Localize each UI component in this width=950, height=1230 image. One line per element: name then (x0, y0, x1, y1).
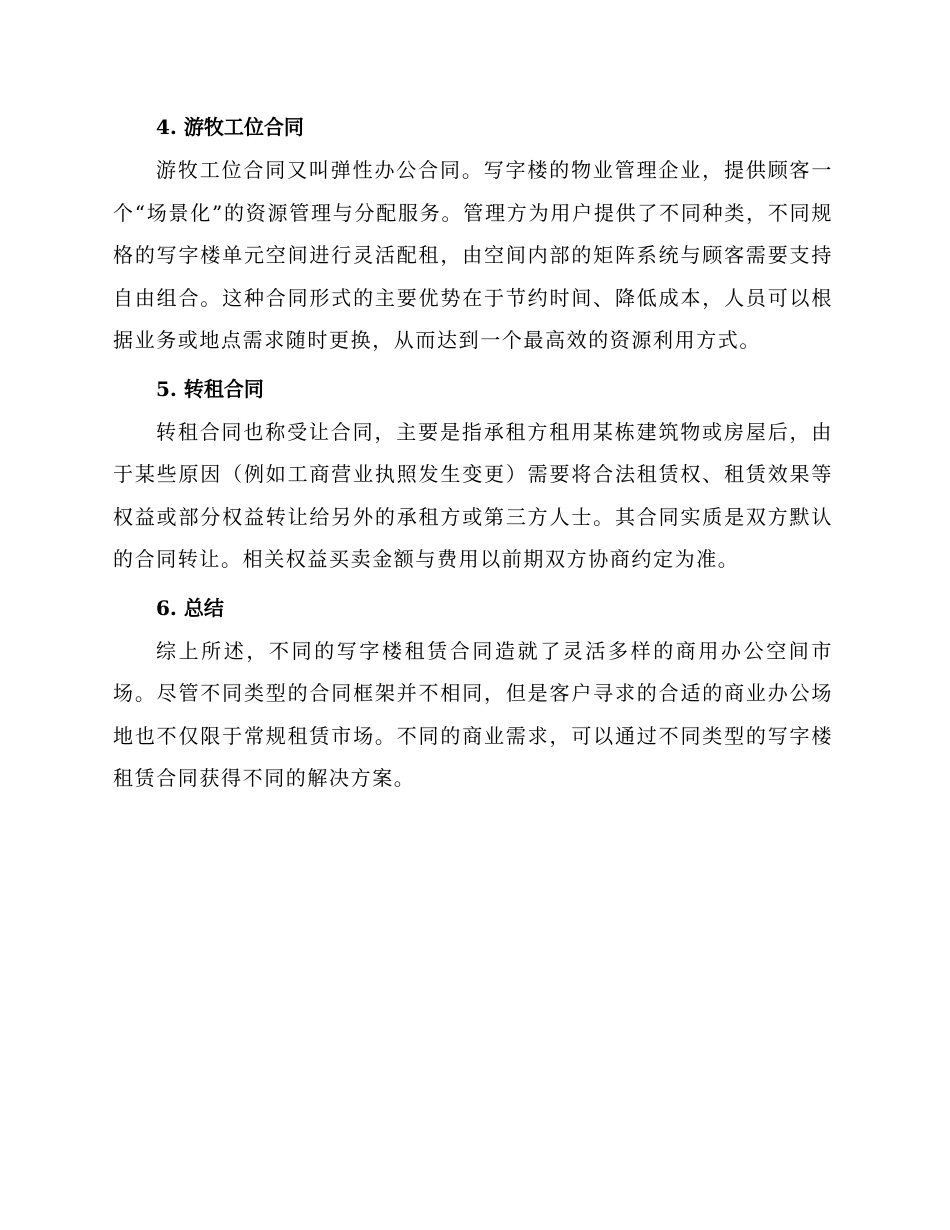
document-page (113, 106, 833, 804)
section-heading: 4. 游牧工位合同 (156, 115, 304, 139)
section-paragraph: 游牧工位合同又叫弹性办公合同。写字楼的物业管理企业，提供顾客一个“场景化”的资源管理与分配服务。管理方为用户提供了不同种类，不同规格的写字楼单元空间进行灵活配租，由空间内部的矩阵系统与顾客需要支持自由组合。这种合同形式的主要优势在于节约时间、降低成本，人员可以根据业务或地点需求随时更换，从而达到一个最高效的资源利用方式。 (113, 158, 833, 352)
section-summary (113, 587, 833, 800)
section-heading: 6. 总结 (156, 595, 224, 620)
section-nomad-workstation-contract (113, 106, 833, 362)
section-paragraph: 转租合同也称受让合同，主要是指承租方租用某栋建筑物或房屋后，由于某些原因（例如工商营业执照发生变更）需要将合法租赁权、租赁效果等权益或部分权益转让给另外的承租方或第三方人士。其合同实质是双方默认的合同转让。相关权益买卖金额与费用以前期双方协商约定为准。 (113, 419, 833, 571)
section-heading: 5. 转租合同 (156, 376, 264, 401)
section-sublease-contract (113, 368, 833, 581)
section-paragraph: 综上所述，不同的写字楼租赁合同造就了灵活多样的商用办公空间市场。尽管不同类型的合同框架并不相同，但是客户寻求的合适的商业办公场地也不仅限于常规租赁市场。不同的商业需求，可以通过不同类型的写字楼租赁合同获得不同的解决方案。 (113, 638, 833, 790)
